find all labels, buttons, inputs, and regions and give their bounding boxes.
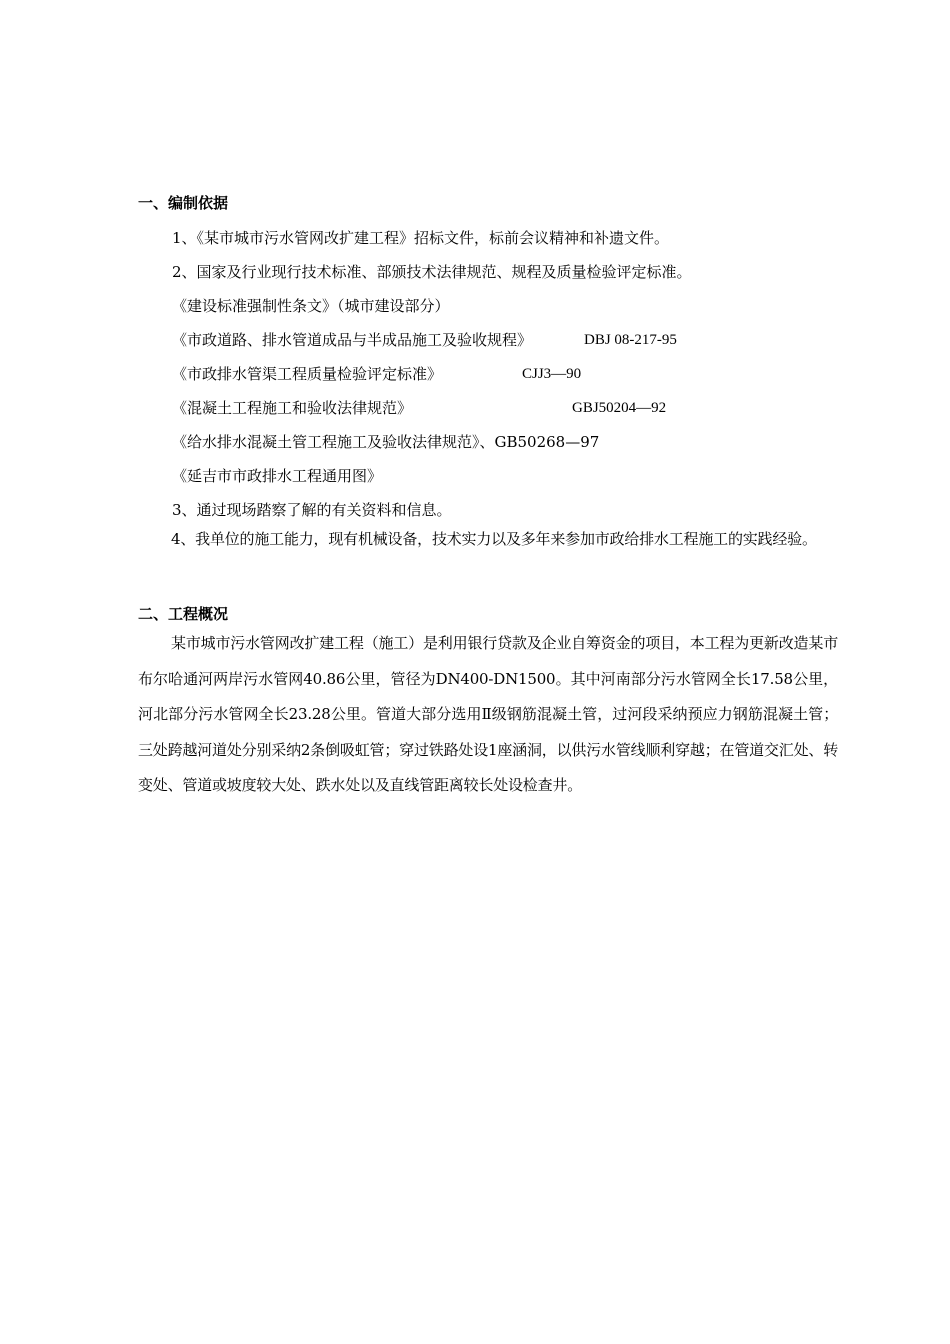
- standard-title: 《延吉市市政排水工程通用图》: [172, 467, 383, 485]
- standard-code: CJJ3—90: [522, 366, 582, 382]
- basis-item-2: 2、国家及行业现行技术标准、部颁技术法律规范、规程及质量检验评定标准。: [172, 263, 692, 281]
- basis-item-3: 3、通过现场踏察了解的有关资料和信息。: [172, 501, 452, 519]
- standard-title: 《市政排水管渠工程质量检验评定标准》: [172, 365, 443, 383]
- section2-heading: 二、工程概况: [138, 605, 229, 623]
- standard-code: GBJ50204—92: [572, 400, 667, 416]
- standard-item: [172, 296, 450, 316]
- standard-item: [172, 398, 667, 418]
- basis-item-4: 4、我单位的施工能力，现有机械设备，技术实力以及多年来参加市政给排水工程施工的实践经验。: [171, 530, 817, 548]
- standard-title: 《给水排水混凝土管工程施工及验收法律规范》、GB50268—97: [172, 433, 600, 451]
- section1-heading: 一、编制依据: [138, 194, 229, 212]
- standard-item: [172, 466, 382, 486]
- basis-item-1: 1、《某市城市污水管网改扩建工程》招标文件，标前会议精神和补遗文件。: [172, 229, 670, 247]
- standard-item: [172, 432, 599, 452]
- standard-code: DBJ 08-217-95: [584, 332, 677, 348]
- project-overview-paragraph: 某市城市污水管网改扩建工程（施工）是利用银行贷款及企业自筹资金的项目，本工程为更新改造某市布尔哈通河两岸污水管网40.86公里，管径为DN400-DN1500。其中河南部分污水管网全长17.58公里，河北部分污水管网全长23.28公里。管道大部分选用Ⅱ级钢筋混凝土管，过河段采纳预应力钢筋混凝土管；三处跨越河道处分别采纳2条倒吸虹管；穿过铁路处设1座涵洞，以供污水管线顺利穿越；在管道交汇处、转变处、管道或坡度较大处、跌水处以及直线管距离较长处设检查井。: [138, 634, 838, 794]
- standard-item: [172, 364, 582, 384]
- standard-item: [172, 330, 677, 350]
- standard-title: 《市政道路、排水管道成品与半成品施工及验收规程》: [172, 331, 533, 349]
- standard-title: 《建设标准强制性条文》（城市建设部分）: [172, 297, 450, 315]
- standard-title: 《混凝土工程施工和验收法律规范》: [172, 399, 413, 417]
